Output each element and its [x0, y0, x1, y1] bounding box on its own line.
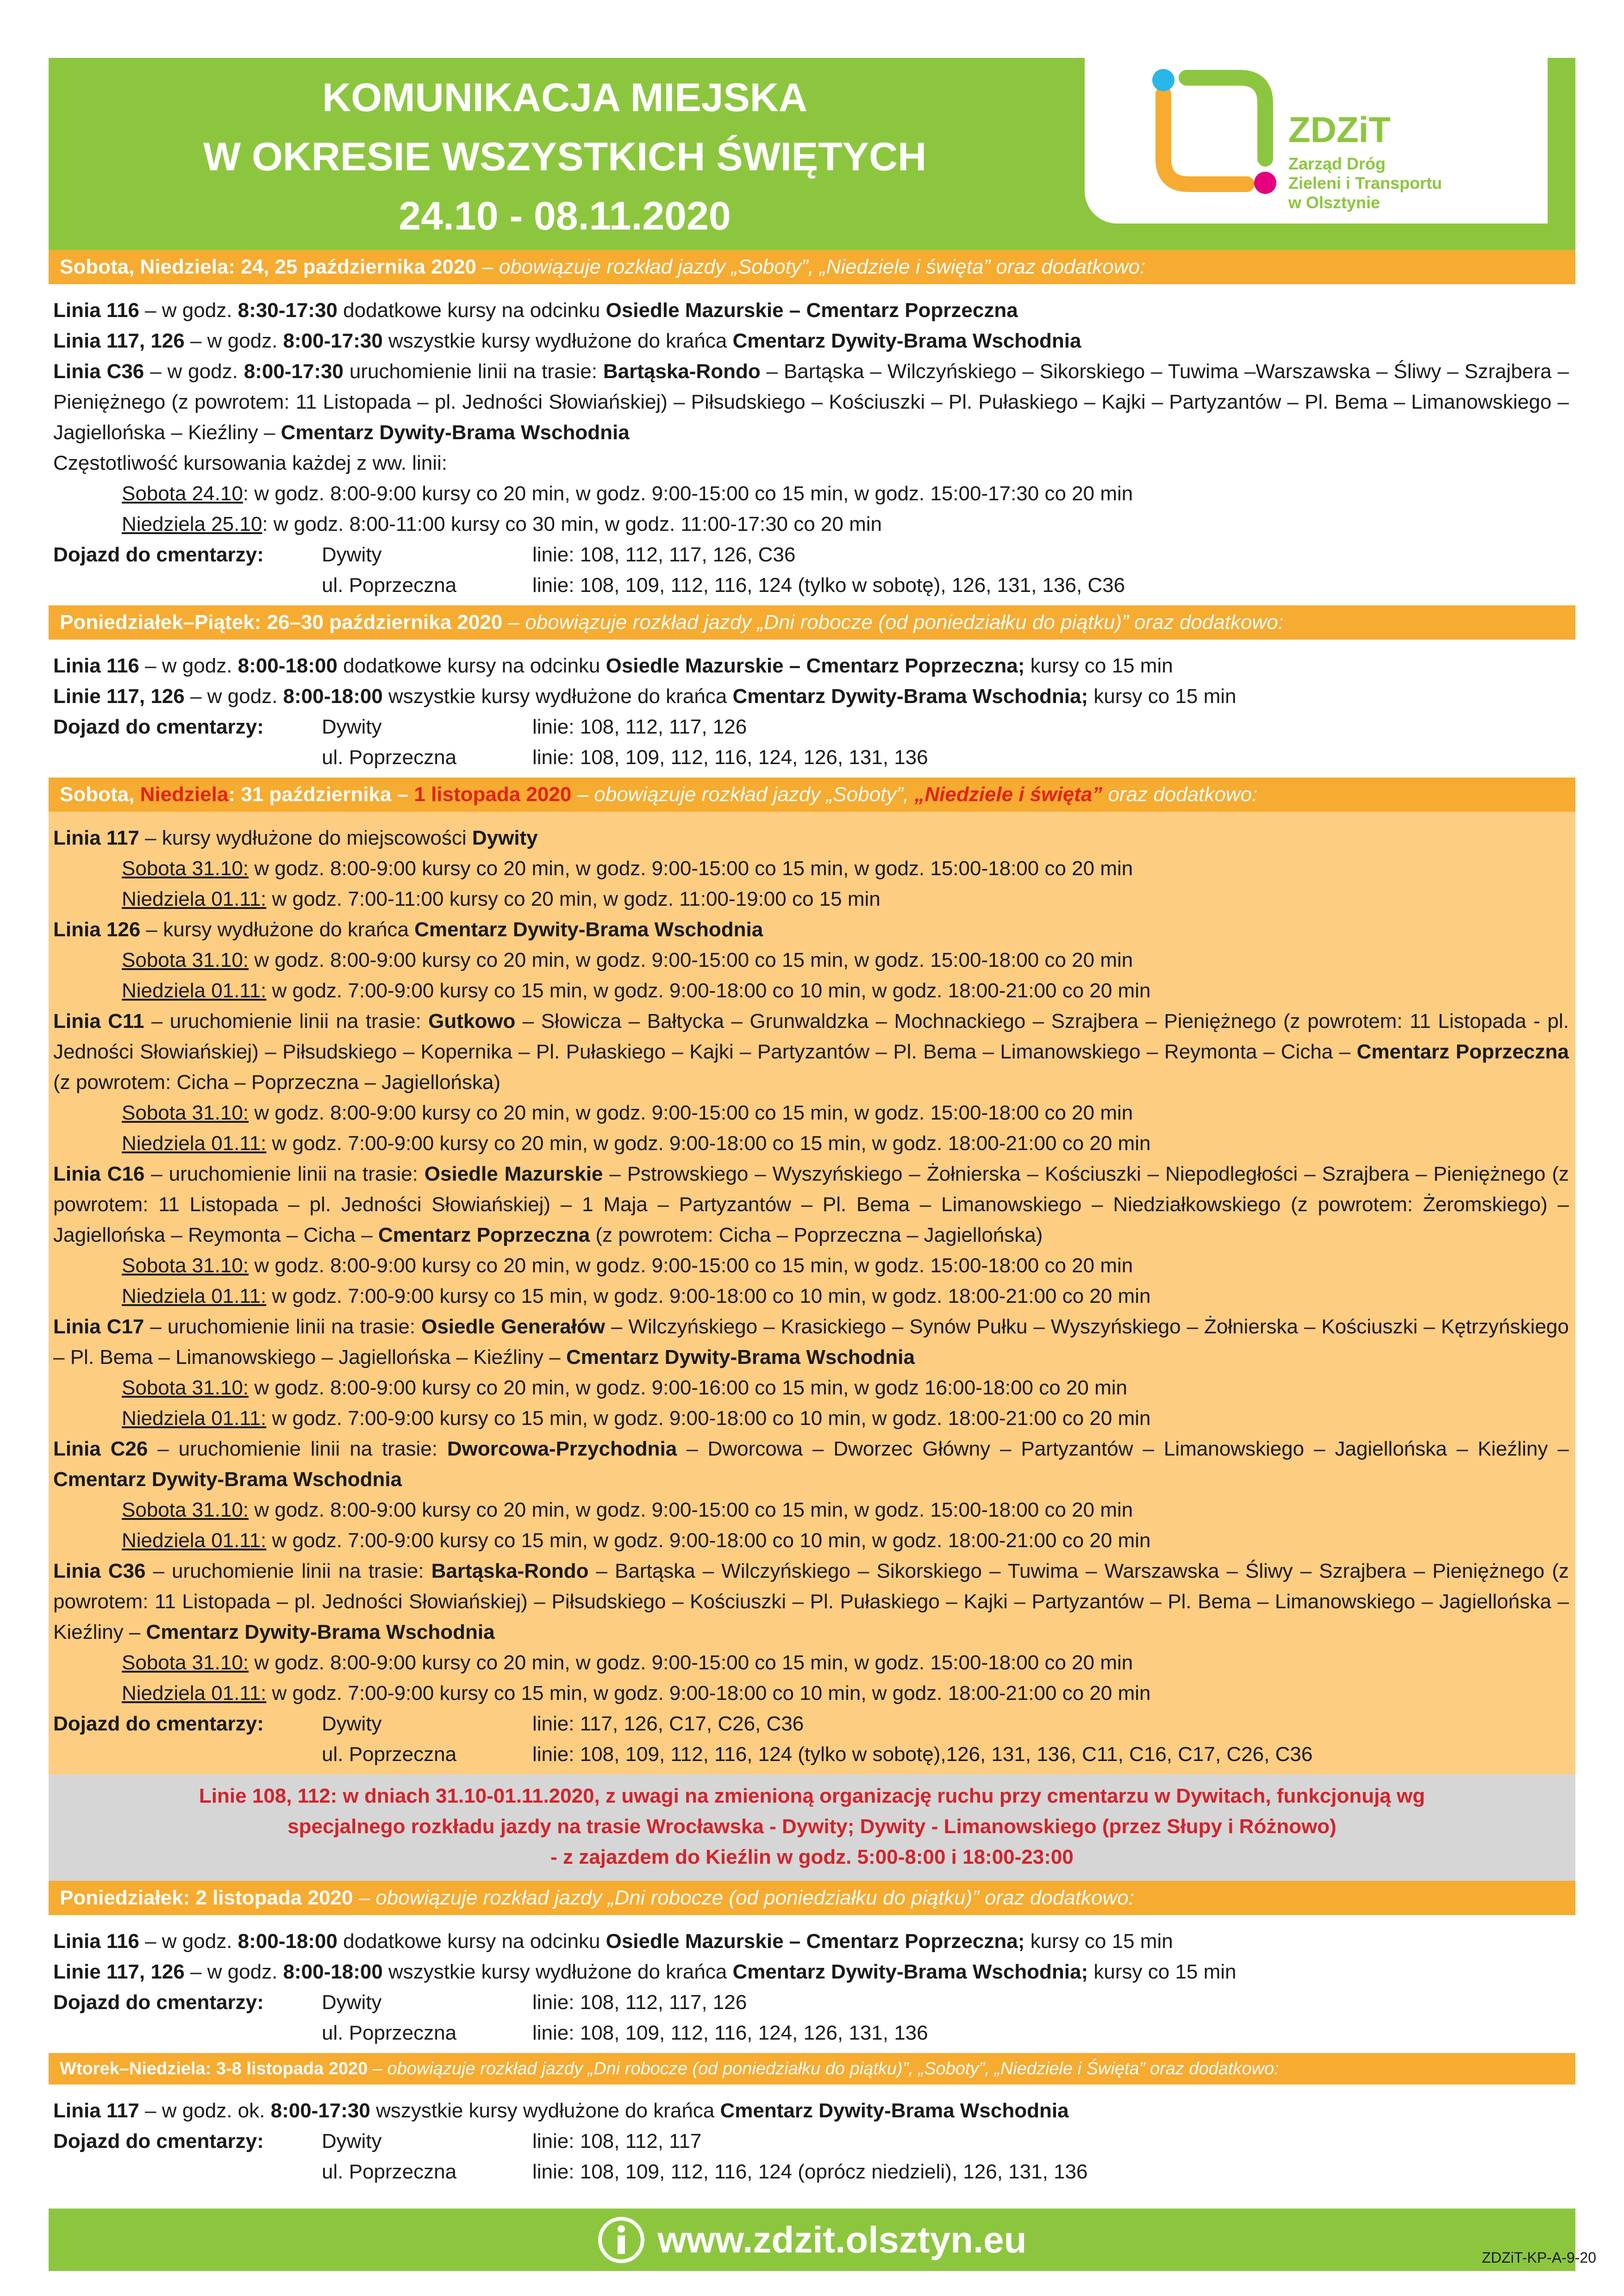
- text: – uruchomienie linii na trasie:: [144, 1010, 429, 1033]
- line-c36-info: [53, 1556, 1569, 1648]
- section-4-heading: [49, 1881, 1575, 1915]
- line-c17-info: [53, 1312, 1569, 1373]
- section-5-date: Wtorek–Niedziela: 3-8 listopada 2020: [60, 2059, 368, 2078]
- text: – w godz.: [139, 1930, 238, 1953]
- route: – Dworcowa – Dworzec Główny – Partyzantów – Limanowskiego – Jagiellońska – Kieźliny –: [677, 1437, 1569, 1460]
- schedule-text: w godz. 8:00-9:00 kursy co 20 min, w godz. 9:00-16:00 co 15 min, w godz 16:00-18:00 co 20 min: [249, 1376, 1127, 1399]
- place: ul. Poprzeczna: [322, 746, 457, 769]
- hours: 8:00-17:30: [244, 360, 344, 383]
- title-line-1: KOMUNIKACJA MIEJSKA: [322, 75, 807, 120]
- line-label: Linia 117: [53, 827, 139, 849]
- place: ul. Poprzeczna: [322, 1743, 457, 1766]
- schedule-sunday: [53, 509, 1569, 540]
- line-117-info: [53, 823, 1569, 853]
- lines: linie: 108, 112, 117, 126, C36: [532, 543, 796, 566]
- day-label: Niedziela 01.11:: [122, 888, 267, 910]
- place: Dywity: [322, 1712, 382, 1735]
- lines: linie: 108, 109, 112, 116, 124 (tylko w sobotę),126, 131, 136, C11, C16, C17, C26, C36: [532, 1743, 1313, 1766]
- terminus: Cmentarz Dywity-Brama Wschodnia: [146, 1621, 495, 1643]
- terminus: Cmentarz Dywity-Brama Wschodnia: [414, 918, 763, 941]
- section-5-body: [49, 2084, 1575, 2192]
- schedule-sunday: [53, 884, 1569, 915]
- spacer: [53, 2157, 322, 2187]
- text: – w godz. ok.: [139, 2099, 271, 2122]
- text: – w godz.: [139, 299, 238, 322]
- route-section: Osiedle Mazurskie – Cmentarz Poprzeczna: [606, 299, 1018, 322]
- text: – kursy wydłużone do miejscowości: [139, 827, 472, 849]
- terminus: Cmentarz Dywity-Brama Wschodnia: [281, 421, 630, 444]
- line-label: Linia 117, 126: [53, 330, 185, 352]
- cemetery-access-poprzeczna: [53, 2018, 1569, 2048]
- schedule-sunday: [53, 1128, 1569, 1159]
- schedule-saturday: [53, 1648, 1569, 1678]
- place: Dywity: [322, 716, 382, 738]
- frequency-label: Częstotliwość kursowania każdej z ww. linii:: [53, 452, 447, 474]
- schedule-sunday: [53, 1678, 1569, 1709]
- terminus: Cmentarz Dywity-Brama Wschodnia;: [732, 1960, 1088, 1983]
- schedule-text: w godz. 7:00-9:00 kursy co 20 min, w godz. 9:00-18:00 co 15 min, w godz. 18:00-21:00 co 20 min: [266, 1132, 1151, 1155]
- access-label: Dojazd do cmentarzy:: [53, 1712, 264, 1735]
- lines: linie: 108, 109, 112, 116, 124, 126, 131, 136: [532, 2022, 928, 2044]
- place: Dywity: [322, 2130, 382, 2153]
- terminus: Cmentarz Poprzeczna: [1356, 1040, 1569, 1063]
- section-1-note: – obowiązuje rozkład jazdy „Soboty”, „Niedziele i święta” oraz dodatkowo:: [476, 255, 1146, 278]
- schedule-saturday: [53, 1098, 1569, 1128]
- frequency: kursy co 15 min: [1088, 1960, 1237, 1983]
- special-notice: [49, 1774, 1575, 1881]
- cemetery-access-poprzeczna: [53, 2157, 1569, 2187]
- schedule-sunday: [53, 976, 1569, 1006]
- hours: 8:00-18:00: [283, 1960, 383, 1983]
- text: – uruchomienie linii na trasie:: [144, 1315, 422, 1338]
- schedule-saturday: [53, 945, 1569, 976]
- day-label: Niedziela 01.11:: [122, 1529, 267, 1552]
- schedule-text: w godz. 8:00-9:00 kursy co 20 min, w godz. 9:00-15:00 co 15 min, w godz. 15:00-18:00 co 20 min: [249, 1254, 1133, 1277]
- line-117-126-info: [53, 326, 1569, 356]
- start-stop: Bartąska-Rondo: [431, 1560, 589, 1582]
- terminus: Cmentarz Dywity-Brama Wschodnia: [720, 2099, 1069, 2122]
- text: – w godz.: [144, 360, 244, 383]
- section-4-body: [49, 1915, 1575, 2053]
- start-stop: Gutkowo: [428, 1010, 516, 1033]
- spacer: [53, 1739, 322, 1770]
- schedule-text: w godz. 8:00-9:00 kursy co 20 min, w godz. 9:00-15:00 co 15 min, w godz. 15:00-18:00 co 20 min: [249, 1651, 1133, 1674]
- route: – Pstrowskiego – Wyszyńskiego – Żołnierska – Kościuszki – Niepodległości – Szrajbera – Pieniężnego (z powrotem: 11 Listopada – pl. Jedności Słowiańskiej) – 1 Maja – Partyzantów – Pl. Bema – Limanowskiego – Niedziałkowskiego (z powrotem: Żeromskiego) – Jagiellońska – Reymonta – Cicha –: [53, 1163, 1569, 1246]
- day-label: Niedziela 01.11:: [122, 979, 267, 1002]
- text: : 31 października –: [228, 783, 414, 806]
- line-label: Linie 117, 126: [53, 1960, 185, 1983]
- text: – uruchomienie linii na trasie:: [148, 1437, 447, 1460]
- line-label: Linie 117, 126: [53, 685, 185, 708]
- section-2-body: [49, 640, 1575, 778]
- text: uruchomienie linii na trasie:: [343, 360, 603, 383]
- return-route: (z powrotem: Cicha – Poprzeczna – Jagiellońska): [590, 1224, 1043, 1246]
- header-banner: [49, 58, 1575, 250]
- section-4-note: – obowiązuje rozkład jazdy „Dni robocze (od poniedziałku do piątku)” oraz dodatkowo:: [353, 1886, 1134, 1909]
- section-1-date: Sobota, Niedziela: 24, 25 października 2020: [60, 255, 476, 278]
- terminus: Cmentarz Poprzeczna: [378, 1224, 590, 1246]
- note-red: „Niedziele i święta”: [914, 783, 1103, 806]
- day-label: Sobota 31.10:: [122, 949, 249, 971]
- lines: linie: 108, 109, 112, 116, 124, 126, 131, 136: [532, 746, 928, 769]
- title-dates: 24.10 - 08.11.2020: [399, 194, 731, 238]
- document-id: ZDZiT-KP-A-9-20: [1481, 2249, 1596, 2266]
- line-117-126-info: [53, 681, 1569, 712]
- cemetery-access-dywity: [53, 540, 1569, 570]
- schedule-text: w godz. 8:00-9:00 kursy co 20 min, w godz. 9:00-15:00 co 15 min, w godz. 15:00-18:00 co 20 min: [249, 1499, 1133, 1521]
- place: ul. Poprzeczna: [322, 574, 457, 597]
- page-title: [49, 68, 1081, 246]
- section-1-body: [49, 284, 1575, 605]
- cemetery-access-poprzeczna: [53, 570, 1569, 601]
- lines: linie: 117, 126, C17, C26, C36: [532, 1712, 804, 1735]
- schedule-text: : w godz. 8:00-9:00 kursy co 20 min, w godz. 9:00-15:00 co 15 min, w godz. 15:00-17:30 co 20 min: [243, 482, 1133, 505]
- line-label: Linia 117: [53, 2099, 139, 2122]
- lines: linie: 108, 109, 112, 116, 124 (tylko w sobotę), 126, 131, 136, C36: [532, 574, 1125, 597]
- access-label: Dojazd do cmentarzy:: [53, 1991, 264, 2014]
- lines: linie: 108, 112, 117: [532, 2130, 702, 2153]
- line-116-info: [53, 1926, 1569, 1957]
- route: – Bartąska – Wilczyńskiego – Sikorskiego – Tuwima – Warszawska – Śliwy – Szrajbera – Pieniężnego (z powrotem: 11 Listopada – pl. Jedności Słowiańskiej) – Piłsudskiego – Kościuszki – Pl. Pułaskiego – Kajki – Partyzantów – Pl. Bema – Limanowskiego – Jagiellońska – Kieźliny –: [53, 1560, 1569, 1643]
- frequency: kursy co 15 min: [1024, 654, 1173, 677]
- text: dodatkowe kursy na odcinku: [337, 299, 606, 322]
- website-link[interactable]: www.zdzit.olsztyn.eu: [657, 2219, 1027, 2260]
- text: – w godz.: [184, 330, 283, 352]
- title-line-2: W OKRESIE WSZYSTKICH ŚWIĘTYCH: [203, 135, 927, 179]
- notice-line-1: Linie 108, 112: w dniach 31.10-01.11.2020, z uwagi na zmienioną organizację ruchu przy cmentarzu w Dywitach, funkcjonują wg: [199, 1785, 1425, 1807]
- text: – w godz.: [139, 654, 238, 677]
- section-4-date: Poniedziałek: 2 listopada 2020: [60, 1886, 353, 1909]
- terminus: Cmentarz Dywity-Brama Wschodnia: [566, 1346, 915, 1369]
- day-label: Niedziela 01.11:: [122, 1132, 267, 1155]
- schedule-sunday: [53, 1403, 1569, 1434]
- day-label: Niedziela 25.10: [122, 513, 262, 535]
- line-117-126-info: [53, 1957, 1569, 1987]
- schedule-sunday: [53, 1525, 1569, 1556]
- footer-content: [49, 2209, 1575, 2271]
- day-label: Niedziela 01.11:: [122, 1682, 267, 1705]
- schedule-text: w godz. 8:00-9:00 kursy co 20 min, w godz. 9:00-15:00 co 15 min, w godz. 15:00-18:00 co 20 min: [249, 1101, 1133, 1124]
- spacer: [53, 742, 322, 773]
- logo-sub-line-1: Zarząd Dróg: [1288, 154, 1386, 173]
- text: – w godz.: [184, 685, 283, 708]
- line-label: Linia 126: [53, 918, 141, 941]
- line-116-info: [53, 295, 1569, 326]
- day-label: Sobota 31.10:: [122, 1651, 249, 1674]
- text-red: Niedziela: [140, 783, 229, 806]
- spacer: [53, 570, 322, 601]
- schedule-saturday: [53, 1251, 1569, 1281]
- section-3-heading: [49, 778, 1575, 812]
- schedule-text: w godz. 7:00-9:00 kursy co 15 min, w godz. 9:00-18:00 co 10 min, w godz. 18:00-21:00 co 20 min: [266, 979, 1151, 1002]
- frequency: kursy co 15 min: [1088, 685, 1237, 708]
- line-label: Linia C36: [53, 1560, 146, 1582]
- hours: 8:00-17:30: [283, 330, 383, 352]
- line-c26-info: [53, 1434, 1569, 1495]
- access-label: Dojazd do cmentarzy:: [53, 716, 264, 738]
- schedule-saturday: [53, 853, 1569, 884]
- day-label: Sobota 31.10:: [122, 1376, 249, 1399]
- cemetery-access-dywity: [53, 2126, 1569, 2157]
- schedule-saturday: [53, 1373, 1569, 1403]
- text: – kursy wydłużone do krańca: [140, 918, 415, 941]
- footer-banner: [49, 2209, 1575, 2271]
- schedule-text: w godz. 7:00-11:00 kursy co 20 min, w godz. 11:00-19:00 co 15 min: [266, 888, 881, 910]
- day-label: Niedziela 01.11:: [122, 1407, 267, 1430]
- terminus: Cmentarz Dywity-Brama Wschodnia;: [732, 685, 1088, 708]
- logo-sub-line-3: w Olsztynie: [1288, 193, 1380, 212]
- route: – Słowicza – Bałtycka – Grunwaldzka – Mochnackiego – Szrajbera – Pieniężnego (z powrotem: 11 Listopada - pl. Jedności Słowiańskiej) – Piłsudskiego – Kopernika – Pl. Pułaskiego – Kajki – Partyzantów – Pl. Bema – Limanowskiego – Reymonta – Cicha –: [53, 1010, 1569, 1063]
- place: ul. Poprzeczna: [322, 2022, 457, 2044]
- hours: 8:00-18:00: [283, 685, 383, 708]
- line-label: Linia 116: [53, 299, 139, 322]
- line-c11-info: [53, 1006, 1569, 1098]
- cemetery-access-dywity: [53, 712, 1569, 742]
- start-stop: Osiedle Mazurskie: [424, 1163, 603, 1185]
- line-c16-info: [53, 1159, 1569, 1251]
- text: – uruchomienie linii na trasie:: [145, 1560, 431, 1582]
- day-label: Sobota 31.10:: [122, 1499, 249, 1521]
- line-label: Linia C16: [53, 1163, 145, 1185]
- route: – Bartąska – Wilczyńskiego – Sikorskiego – Tuwima –Warszawska – Śliwy – Szrajbera – Pieniężnego (z powrotem: 11 Listopada – pl. Jedności Słowiańskiej) – Piłsudskiego – Kościuszki – Pl. Pułaskiego – Kajki – Partyzantów – Pl. Bema – Limanowskiego – Jagiellońska – Kieźliny –: [53, 360, 1569, 444]
- place: Dywity: [322, 1991, 382, 2014]
- day-label: Sobota 31.10:: [122, 1101, 249, 1124]
- terminus: Cmentarz Dywity-Brama Wschodnia: [732, 330, 1081, 352]
- line-126-info: [53, 915, 1569, 945]
- cemetery-access-poprzeczna: [53, 742, 1569, 773]
- text-red: 1 listopada 2020: [414, 783, 572, 806]
- hours: 8:00-18:00: [237, 1930, 337, 1953]
- day-label: Sobota 24.10: [122, 482, 243, 505]
- poster: [49, 58, 1575, 2271]
- schedule-text: w godz. 8:00-9:00 kursy co 20 min, w godz. 9:00-15:00 co 15 min, w godz. 15:00-18:00 co 20 min: [249, 857, 1133, 880]
- route: – Wilczyńskiego – Krasickiego – Synów Pułku – Wyszyńskiego – Żołnierska – Kościuszki – Kętrzyńskiego – Pl. Bema – Limanowskiego – Jagiellońska – Kieźliny –: [53, 1315, 1569, 1369]
- line-c36-info: [53, 356, 1569, 448]
- line-116-info: [53, 651, 1569, 681]
- start-stop: Dworcowa-Przychodnia: [447, 1437, 677, 1460]
- terminus: Cmentarz Dywity-Brama Wschodnia: [53, 1468, 402, 1491]
- schedule-text: w godz. 7:00-9:00 kursy co 15 min, w godz. 9:00-18:00 co 10 min, w godz. 18:00-21:00 co 20 min: [266, 1682, 1151, 1705]
- note: oraz dodatkowo:: [1102, 783, 1258, 806]
- hours: 8:00-18:00: [237, 654, 337, 677]
- logo: [1085, 58, 1548, 224]
- day-label: Sobota 31.10:: [122, 1254, 249, 1277]
- schedule-text: w godz. 7:00-9:00 kursy co 15 min, w godz. 9:00-18:00 co 10 min, w godz. 18:00-21:00 co 20 min: [266, 1407, 1151, 1430]
- schedule-text: w godz. 8:00-9:00 kursy co 20 min, w godz. 9:00-15:00 co 15 min, w godz. 15:00-18:00 co 20 min: [249, 949, 1133, 971]
- route-section: Osiedle Mazurskie – Cmentarz Poprzeczna;: [606, 1930, 1025, 1953]
- cemetery-access-dywity: [53, 1987, 1569, 2018]
- schedule-text: : w godz. 8:00-11:00 kursy co 30 min, w godz. 11:00-17:30 co 20 min: [262, 513, 882, 535]
- route-section: Osiedle Mazurskie – Cmentarz Poprzeczna;: [606, 654, 1025, 677]
- section-5-heading: [49, 2053, 1575, 2084]
- logo-sub-line-2: Zieleni i Transportu: [1288, 174, 1443, 193]
- schedule-text: w godz. 7:00-9:00 kursy co 15 min, w godz. 9:00-18:00 co 10 min, w godz. 18:00-21:00 co 20 min: [266, 1285, 1151, 1307]
- logo-subtitle: [1288, 154, 1442, 212]
- section-1-heading: [49, 250, 1575, 284]
- line-117-info: [53, 2096, 1569, 2126]
- info-icon: [597, 2216, 645, 2264]
- day-label: Niedziela 01.11:: [122, 1285, 267, 1307]
- text: dodatkowe kursy na odcinku: [337, 654, 606, 677]
- text: – uruchomienie linii na trasie:: [144, 1163, 425, 1185]
- section-2-date: Poniedziałek–Piątek: 26–30 października 2020: [60, 611, 503, 634]
- notice-line-2: specjalnego rozkładu jazdy na trasie Wrocławska - Dywity; Dywity - Limanowskiego (przez Słupy i Różnowo): [287, 1815, 1337, 1838]
- text: wszystkie kursy wydłużone do krańca: [382, 685, 733, 708]
- line-label: Linia C26: [53, 1437, 148, 1460]
- schedule-text: w godz. 7:00-9:00 kursy co 15 min, w godz. 9:00-18:00 co 10 min, w godz. 18:00-21:00 co 20 min: [266, 1529, 1151, 1552]
- section-2-heading: [49, 605, 1575, 640]
- access-label: Dojazd do cmentarzy:: [53, 2130, 264, 2153]
- section-5-note: – obowiązuje rozkład jazdy „Dni robocze (od poniedziałku do piątku)”, „Soboty”, „Niedziele i Święta” oraz dodatkowo:: [368, 2059, 1279, 2078]
- lines: linie: 108, 112, 117, 126: [532, 1991, 747, 2014]
- line-label: Linia C36: [53, 360, 144, 383]
- logo-name: ZDZiT: [1288, 109, 1391, 150]
- hours: 8:30-17:30: [237, 299, 337, 322]
- line-label: Linia 116: [53, 1930, 139, 1953]
- schedule-saturday: [53, 479, 1569, 509]
- line-label: Linia C17: [53, 1315, 144, 1338]
- zdzit-logo-icon: [1149, 62, 1279, 205]
- text: wszystkie kursy wydłużone do krańca: [382, 1960, 733, 1983]
- frequency: kursy co 15 min: [1024, 1930, 1173, 1953]
- section-2-note: – obowiązuje rozkład jazdy „Dni robocze (od poniedziałku do piątku)” oraz dodatkowo:: [502, 611, 1284, 634]
- cemetery-access-dywity: [53, 1709, 1569, 1739]
- text: – w godz.: [184, 1960, 283, 1983]
- text: wszystkie kursy wydłużone do krańca: [382, 330, 733, 352]
- hours: 8:00-17:30: [270, 2099, 370, 2122]
- schedule-sunday: [53, 1281, 1569, 1312]
- section-3-body: [49, 812, 1575, 1774]
- access-label: Dojazd do cmentarzy:: [53, 543, 264, 566]
- return-route: (z powrotem: Cicha – Poprzeczna – Jagiellońska): [53, 1071, 501, 1094]
- text: Sobota,: [60, 783, 140, 806]
- line-label: Linia 116: [53, 654, 139, 677]
- place: ul. Poprzeczna: [322, 2160, 457, 2183]
- start-stop: Bartąska-Rondo: [603, 360, 761, 383]
- notice-line-3: - z zajazdem do Kieźlin w godz. 5:00-8:00 i 18:00-23:00: [550, 1846, 1074, 1868]
- lines: linie: 108, 109, 112, 116, 124 (oprócz niedzieli), 126, 131, 136: [532, 2160, 1088, 2183]
- lines: linie: 108, 112, 117, 126: [532, 716, 747, 738]
- note: – obowiązuje rozkład jazdy „Soboty”,: [571, 783, 915, 806]
- schedule-saturday: [53, 1495, 1569, 1525]
- spacer: [53, 2018, 322, 2048]
- terminus: Dywity: [472, 827, 538, 849]
- text: wszystkie kursy wydłużone do krańca: [370, 2099, 720, 2122]
- text: dodatkowe kursy na odcinku: [337, 1930, 606, 1953]
- start-stop: Osiedle Generałów: [421, 1315, 605, 1338]
- cemetery-access-poprzeczna: [53, 1739, 1569, 1770]
- place: Dywity: [322, 543, 382, 566]
- day-label: Sobota 31.10:: [122, 857, 249, 880]
- line-label: Linia C11: [53, 1010, 144, 1033]
